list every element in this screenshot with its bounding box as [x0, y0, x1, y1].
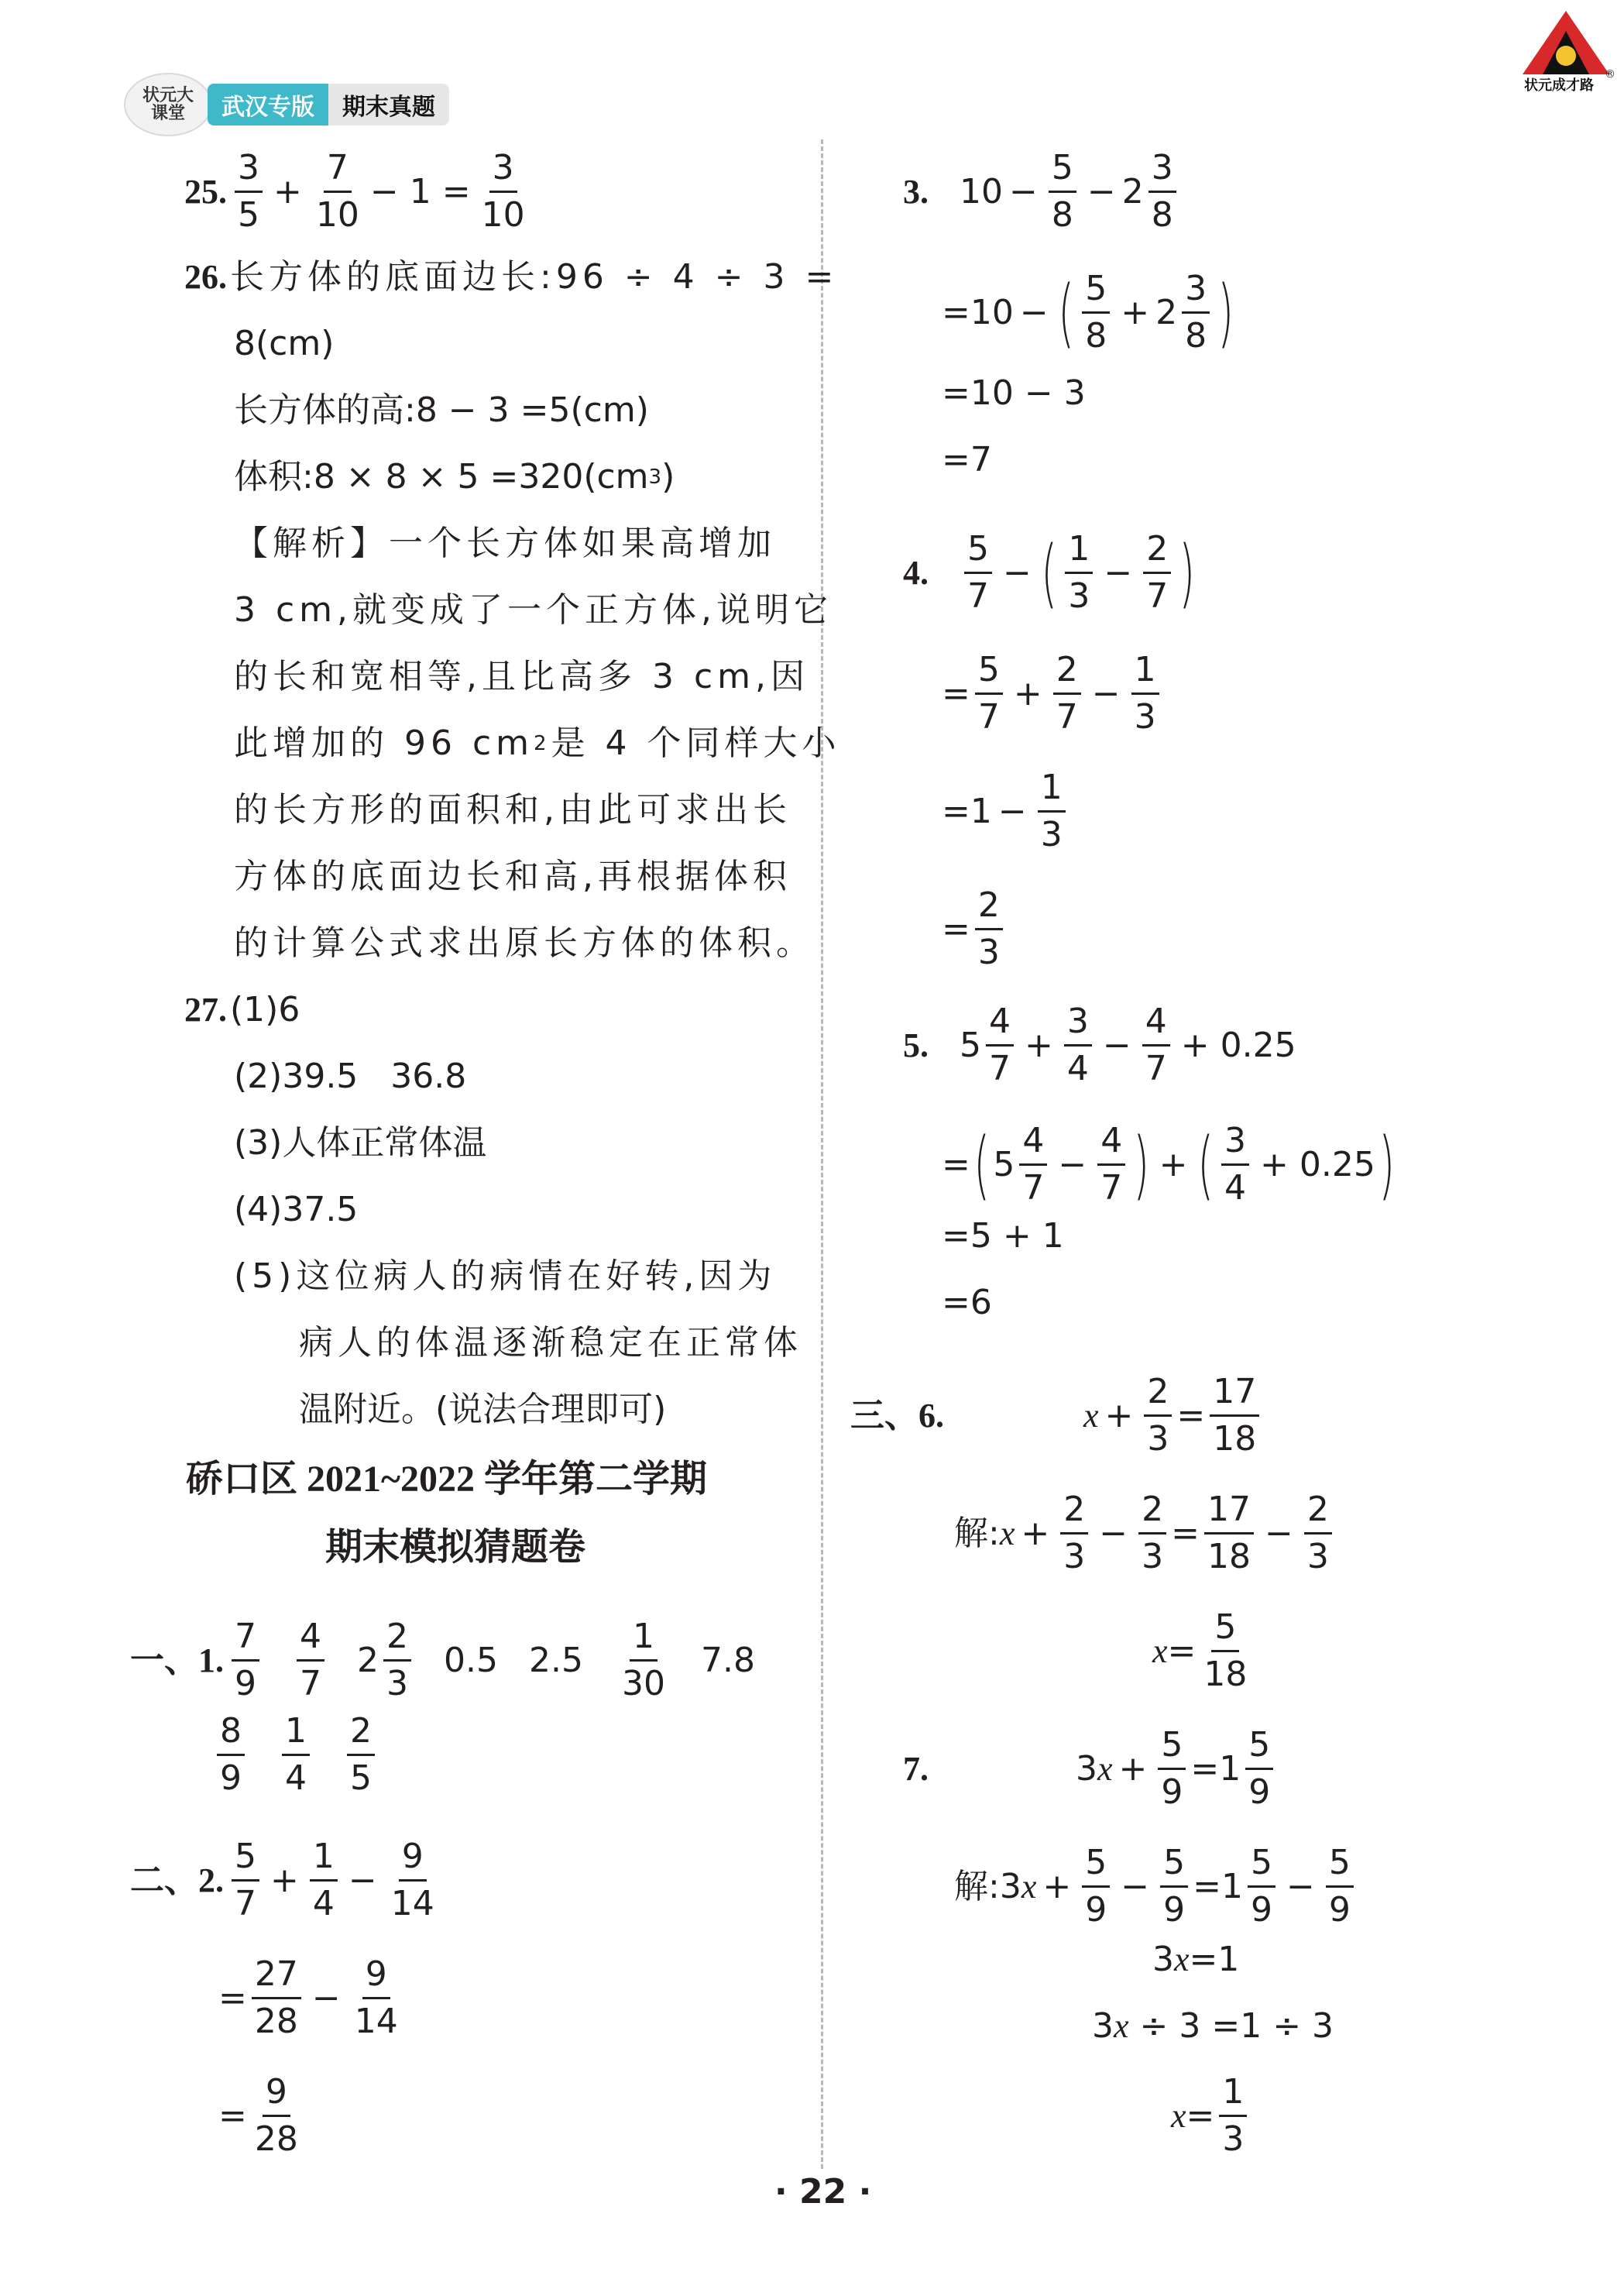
explanation-line: 此增加的 96 cm 2 是 4 个同样大小: [234, 720, 841, 767]
mixed-whole: 2: [357, 1640, 379, 1680]
fraction: $\frac{4}{7}$: [297, 1614, 324, 1706]
fraction: $\frac{1}{4}$: [282, 1709, 310, 1801]
q5-step-2: =5 + 1: [942, 1216, 1064, 1256]
q4-number: 4.: [903, 553, 929, 592]
q7-equation: 7. 3 x + $\frac{5}{9}$ = 1 $\frac{5}{9}$: [903, 1723, 1278, 1815]
q5-number: 5.: [903, 1026, 929, 1064]
fraction: $\frac{17}{18}$: [1210, 1370, 1259, 1462]
q3-step-2: =10 − 3: [942, 373, 1086, 413]
q7-number: 7.: [903, 1749, 929, 1788]
q26-line-4: [234, 454, 675, 500]
q3-number: 3.: [903, 172, 929, 211]
q26-line-2: [234, 321, 334, 367]
q25: 25. $\frac{3}{5}$ + $\frac{7}{10}$ − 1 = $\frac{3}{10}$: [184, 146, 533, 238]
fraction: $\frac{3}{4}$: [1064, 999, 1092, 1091]
q25-tail: − 1 =: [369, 171, 471, 211]
fraction: $\frac{2}{3}$: [1138, 1487, 1166, 1579]
q7-step-3: 3 x ÷ 3 =1 ÷ 3: [1092, 2006, 1334, 2046]
answer-text: ): [661, 457, 675, 497]
fraction: $\frac{17}{18}$: [1204, 1487, 1254, 1579]
column-divider: [821, 139, 823, 2169]
explanation-line: 的长和宽相等,且比高多 3 cm,因: [234, 657, 809, 696]
q3-step-3: =7: [942, 440, 992, 479]
logo-icon: [124, 73, 212, 136]
answer-text: (5)这位病人的病情在好转,因为: [234, 1256, 777, 1296]
sec1-row-2: [212, 1709, 379, 1801]
q27-line-6: [299, 1320, 802, 1366]
fraction: $\frac{3}{10}$: [479, 146, 528, 238]
q26-line-1: [184, 254, 838, 301]
q27-line-1: [184, 987, 300, 1033]
answer-text: 长方体的高:8 − 3 =5(cm): [234, 390, 649, 430]
fraction: $\frac{2}{7}$: [1143, 527, 1171, 619]
sec2-step-2: = $\frac{9}{28}$: [218, 2070, 306, 2162]
fraction: $\frac{5}{8}$: [1082, 266, 1110, 359]
fraction: $\frac{9}{14}$: [388, 1834, 438, 1926]
brand-text: 状元成才路: [1524, 77, 1594, 94]
fraction: $\frac{7}{10}$: [313, 146, 362, 238]
fraction: $\frac{5}{9}$: [1245, 1723, 1273, 1815]
fraction: $\frac{3}{4}$: [1221, 1119, 1249, 1211]
q7-step-4: x = $\frac{1}{3}$: [1171, 2070, 1251, 2162]
q4-step-2: = 1 − $\frac{1}{3}$: [942, 765, 1070, 857]
answer-text: (1)6: [230, 990, 300, 1029]
fraction: $\frac{2}{3}$: [383, 1614, 411, 1706]
fraction: $\frac{5}{9}$: [1082, 1840, 1110, 1933]
q6-equation: 三、6. x + $\frac{2}{3}$ = $\frac{17}{18}$: [850, 1370, 1264, 1462]
type-tag: [328, 84, 449, 125]
q27-line-5: [234, 1253, 776, 1300]
fraction: $\frac{5}{7}$: [975, 648, 1003, 740]
q5-expression: 5. 5 $\frac{4}{7}$ + $\frac{3}{4}$ − $\frac{4}{7}$ + 0.25: [903, 999, 1296, 1091]
fraction: $\frac{1}{3}$: [1038, 765, 1066, 857]
explanation-line: 的计算公式求出原长方体的体积。: [234, 923, 815, 963]
region-tag: [208, 84, 328, 125]
exam-subtitle: 期末模拟猜题卷: [325, 1527, 586, 1568]
q27-line-7: [299, 1387, 666, 1433]
superscript: 2: [534, 732, 551, 755]
q27-line-4: [234, 1187, 358, 1233]
q6-step-2: x = $\frac{5}{18}$: [1152, 1605, 1255, 1697]
fraction: $\frac{1}{3}$: [1131, 648, 1159, 740]
superscript: 3: [648, 466, 662, 489]
answer-text: 8(cm): [234, 324, 335, 363]
fraction: $\frac{8}{9}$: [217, 1709, 245, 1801]
q7-step-2: 3 x =1: [1152, 1940, 1240, 1979]
answer-value: 2.5: [528, 1640, 583, 1680]
q4-expression: 4. $\frac{5}{7}$ − ( $\frac{1}{3}$ − $\frac{2}{7}$ ): [903, 527, 1199, 619]
fraction: $\frac{9}{28}$: [252, 2070, 301, 2162]
fraction: $\frac{5}{9}$: [1160, 1840, 1188, 1933]
fraction: $\frac{9}{14}$: [352, 1952, 401, 2044]
brand-triangle-icon: [1519, 8, 1612, 77]
explanation-line: 3 cm,就变成了一个正方体,说明它: [234, 590, 833, 630]
explanation-line: 方体的底面边长和高,再根据体积: [234, 857, 791, 896]
fraction: $\frac{27}{28}$: [252, 1952, 301, 2044]
fraction: $\frac{5}{9}$: [1326, 1840, 1354, 1933]
fraction: $\frac{1}{4}$: [310, 1834, 338, 1926]
fraction: $\frac{2}{7}$: [1053, 648, 1081, 740]
answer-text: 病人的体温逐渐稳定在正常体: [299, 1323, 802, 1363]
type-tag-label: 期末真题: [342, 94, 435, 121]
fraction: $\frac{2}{3}$: [975, 883, 1003, 975]
fraction: $\frac{1}{30}$: [619, 1614, 668, 1706]
q6-step-1: 解: x + $\frac{2}{3}$ − $\frac{2}{3}$ = $\frac{17}{18}$ − $\frac{2}{3}$: [954, 1487, 1337, 1579]
q3-step-1: = 10 − ( $\frac{5}{8}$ + 2 $\frac{3}{8}$ ): [942, 266, 1238, 359]
q7-step-1: 解: 3 x + $\frac{5}{9}$ − $\frac{5}{9}$ = 1 $\frac{5}{9}$ − $\frac{5}{9}$: [954, 1840, 1358, 1933]
fraction: $\frac{4}{7}$: [986, 999, 1014, 1091]
q5-step-1: = ( 5 $\frac{4}{7}$ − $\frac{4}{7}$ ) + ( $\frac{3}{4}$ + 0.25 ): [942, 1119, 1398, 1211]
fraction: $\frac{5}{9}$: [1158, 1723, 1186, 1815]
fraction: $\frac{2}{3}$: [1144, 1370, 1172, 1462]
sec1-number: 一、1.: [130, 1641, 224, 1679]
fraction: $\frac{7}{9}$: [232, 1614, 259, 1706]
registered-mark: ®: [1605, 68, 1615, 81]
fraction: $\frac{5}{18}$: [1200, 1605, 1250, 1697]
sec2-number: 二、2.: [130, 1861, 224, 1899]
q27-line-2: [234, 1053, 466, 1100]
answer-text: 温附近。(说法合理即可): [299, 1390, 667, 1429]
answer-text: (4)37.5: [234, 1190, 359, 1229]
answer-value: 0.5: [444, 1640, 498, 1680]
fraction: $\frac{5}{7}$: [232, 1834, 259, 1926]
header-badge: [124, 73, 449, 136]
answer-text: (2)39.5 36.8: [234, 1057, 467, 1096]
q4-step-3: = $\frac{2}{3}$: [942, 883, 1008, 975]
q27-number: 27.: [184, 991, 227, 1029]
answer-text: (3)人体正常体温: [234, 1123, 487, 1163]
sec2-expression: 二、2. $\frac{5}{7}$ + $\frac{1}{4}$ − $\frac{9}{14}$: [130, 1834, 442, 1926]
q27-line-3: [234, 1120, 486, 1167]
q26-line-3: [234, 387, 649, 434]
answer-value: 7.8: [700, 1640, 755, 1680]
exam-title: 硚口区 2021~2022 学年第二学期: [186, 1459, 707, 1500]
brand-logo: [1519, 8, 1615, 101]
fraction: $\frac{3}{8}$: [1148, 146, 1176, 238]
fraction: $\frac{2}{5}$: [347, 1709, 375, 1801]
fraction: $\frac{3}{8}$: [1182, 266, 1210, 359]
answer-text: 长方体的底面边长:96 ÷ 4 ÷ 3 =: [230, 257, 839, 297]
fraction: $\frac{5}{7}$: [964, 527, 992, 619]
q26-number: 26.: [184, 258, 227, 296]
fraction: $\frac{3}{5}$: [235, 146, 263, 238]
fraction: $\frac{2}{3}$: [1060, 1487, 1088, 1579]
q5-step-3: =6: [942, 1283, 992, 1322]
q25-number: 25.: [184, 172, 227, 211]
fraction: $\frac{5}{8}$: [1049, 146, 1076, 238]
page-number: · 22 ·: [774, 2172, 872, 2212]
q6-number: 三、6.: [850, 1396, 944, 1435]
region-tag-label: 武汉专版: [221, 94, 314, 121]
fraction: $\frac{5}{9}$: [1248, 1840, 1276, 1933]
q4-step-1: = $\frac{5}{7}$ + $\frac{2}{7}$ − $\frac{1}{3}$: [942, 648, 1164, 740]
sec1-row-1: [130, 1614, 755, 1706]
fraction: $\frac{4}{7}$: [1142, 999, 1170, 1091]
fraction: $\frac{4}{7}$: [1097, 1119, 1125, 1211]
q3-expression: 3. 10 − $\frac{5}{8}$ − 2 $\frac{3}{8}$: [903, 146, 1181, 238]
fraction: $\frac{4}{7}$: [1019, 1119, 1047, 1211]
fraction: $\frac{1}{3}$: [1219, 2070, 1247, 2162]
sec2-step-1: = $\frac{27}{28}$ − $\frac{9}{14}$: [218, 1952, 406, 2044]
answer-text: 体积:8 × 8 × 5 =320(cm: [234, 457, 649, 497]
explanation-line: 【解析】一个长方体如果高增加: [234, 524, 776, 563]
logo-text: 状元大课堂: [142, 84, 194, 123]
explanation-line: 的长方形的面积和,由此可求出长: [234, 790, 791, 830]
fraction: $\frac{2}{3}$: [1304, 1487, 1332, 1579]
fraction: $\frac{1}{3}$: [1065, 527, 1093, 619]
